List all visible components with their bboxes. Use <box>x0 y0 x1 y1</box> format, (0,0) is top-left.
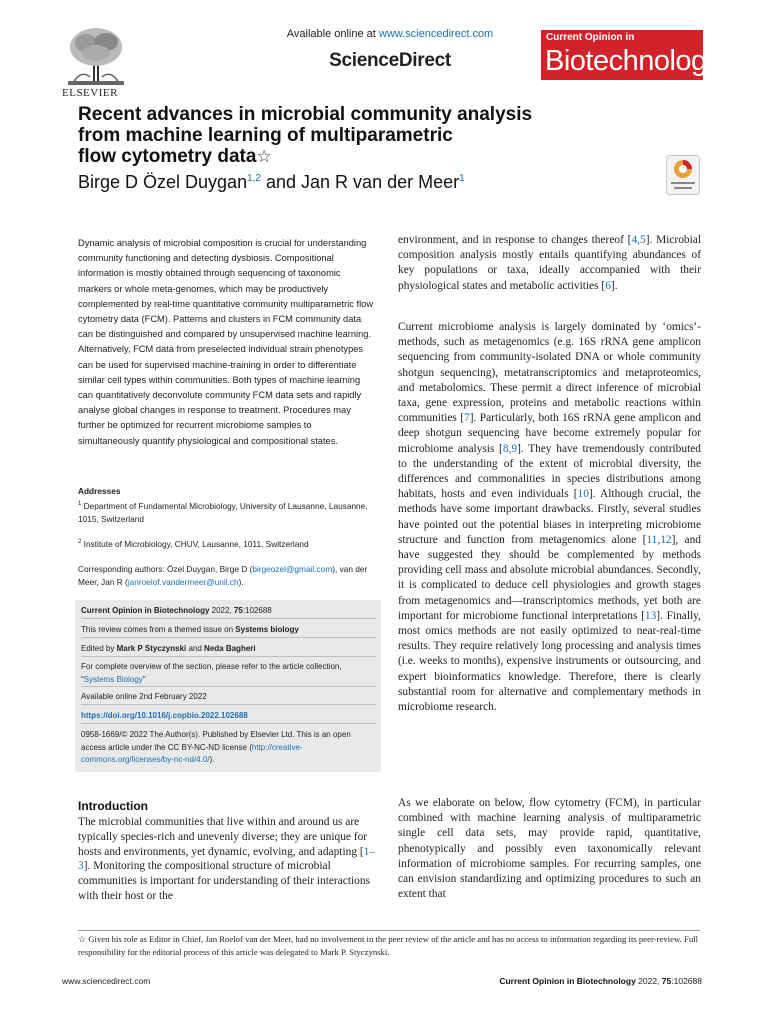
footnote-text: Given his role as Editor in Chief, Jan Roelof van der Meer, had no involvement in the peer review of the article and has no access to information regarding its peer-review. Full responsibility for the editorial process of this article was delegated to Mark P. Styczynski. <box>78 934 698 957</box>
p2-text-b: ]. Particularly, both 16S rRNA gene amplicon and deep shotgun sequencing have become extremely popular for microbiome analysis [ <box>398 412 701 455</box>
themed-prefix: This review comes from a themed issue on <box>81 625 236 634</box>
collection-overview <box>81 661 376 687</box>
introduction-heading: Introduction <box>78 799 148 813</box>
ref-link[interactable]: 1–3 <box>78 845 376 873</box>
overview-suffix: ” <box>142 674 146 684</box>
article-title <box>78 104 578 167</box>
doi-row <box>81 710 376 724</box>
affiliation-2 <box>78 536 375 551</box>
elsevier-tree-logo <box>64 25 128 95</box>
journal-name: Current Opinion in Biotechnology <box>81 606 210 615</box>
body-paragraph-1 <box>398 233 701 294</box>
p2-text-e: ], and have suggested they should be complemented by methods providing cell mass and absolute microbial abundances. Secondly, it is complicated to deduce cell physiologies and growth stages from metagenomics and—transcriptomics methods, yet both are important for microbiome functional interpretations [ <box>398 533 701 622</box>
corresponding-prefix: Corresponding authors: Özel Duygan, Birge D ( <box>78 563 253 574</box>
affiliation-1 <box>78 498 375 526</box>
body-paragraph-2 <box>398 320 701 715</box>
ref-link[interactable]: 10 <box>577 488 589 501</box>
ref-link[interactable]: 6 <box>605 279 611 292</box>
themed-topic: Systems biology <box>235 625 299 634</box>
p1-text-b: ]. Microbial composition analysis mostly entails quantifying abundances of key populations or taxa, ideally accompanied with their physiological states and metabolic activities [ <box>398 234 701 292</box>
themed-issue <box>81 624 376 638</box>
corresponding-mid: ), van der Meer, Jan R ( <box>78 563 368 587</box>
abstract-text: Dynamic analysis of microbial composition is crucial for understanding community functioning and detecting dysbiosis. Compositional information is mostly obtained through sequencing of taxonomic markers or whole meta-genomes, which may be productively complemented by real-time quantitative community multiparametric flow cytometry data (FCM). Patterns and clusters in FCM community data can be distinguished and compared by unsupervised machine learning. Alternatively, FCM data from preselected individual strain phenotypes can be used for supervised machine-training in order to differentiate similar cell types within communities. Both types of machine learning can quantitatively deconvolute community FCM data sets and rapidly analyse global changes in response to treatment. Procedures may further be optimized for recurrent microbiome samples to simultaneously quantify physiological and compositional states. <box>78 238 374 446</box>
affiliation-2-number: 2 <box>78 538 82 545</box>
p2-text-a: Current microbiome analysis is largely dominated by ‘omics’-methods, such as metagenomics (e.g. 16S rRNA gene amplicon sequencing from community-isolated DNA or whole community shotgun sequencing), metatranscriptomics and metaproteomics, and metabolomics. These permit a direct inference of microbial taxa, gene expression, proteins and metabolic reactions within communities [ <box>398 321 701 425</box>
journal-volume: 75 <box>233 606 243 615</box>
introduction-paragraph <box>78 815 378 904</box>
author-2-name: Jan R van der Meer <box>301 172 460 192</box>
footer-site[interactable]: www.sciencedirect.com <box>62 976 151 986</box>
p2-text-d: ]. Although crucial, the methods have some important drawbacks. Firstly, several studies have pointed out the potential biases in interpreting microbiome structure and function from metagenomics alone [ <box>398 488 701 546</box>
p2-text-c: ]. They have tremendously contributed to the understanding of the extent of microbial diversity, the differences and commonalities in species distributions among habitats, hosts and even individuals [ <box>398 442 701 501</box>
title-line-1: Recent advances in microbial community analysis <box>78 104 533 125</box>
footer-year: 2022, <box>635 976 662 986</box>
affiliation-2-text: Institute of Microbiology, CHUV, Lausanne, 1011, Switzerland <box>81 538 309 549</box>
editor-footnote <box>78 933 701 959</box>
email-link-1[interactable]: birgeozel@gmail.com <box>252 563 333 574</box>
email-link-2[interactable]: janroelof.vandermeer@unil.ch <box>127 576 239 587</box>
journal-logo <box>541 30 721 80</box>
systems-biology-link[interactable]: Systems Biology <box>83 674 143 684</box>
copyright-text: 0958-1669/© 2022 The Author(s). Published by Elsevier Ltd. This is an open access article under the CC BY-NC-ND license ( <box>81 730 351 752</box>
author-list <box>78 172 465 193</box>
affiliation-1-text: Department of Fundamental Microbiology, University of Lausanne, Lausanne, 1015, Switzerland <box>78 500 368 524</box>
addresses-heading: Addresses <box>78 486 121 496</box>
p1-text-c: ]. <box>610 279 618 292</box>
edited-by <box>81 643 376 657</box>
author-conjunction: and <box>260 172 302 192</box>
intro-text-b: ]. Monitoring the compositional structure of microbial communities is important for understanding of their interactions with their host or the <box>78 860 370 902</box>
intro-text-a: The microbial communities that live within and around us are typically species-rich and unevenly diverse; they are unique for hosts and environments, yet dynamic, evolving, and adapting [ <box>78 816 368 858</box>
p1-text-a: environment, and in response to changes thereof [ <box>398 234 632 246</box>
editor-2: Neda Bagheri <box>204 644 256 653</box>
journal-article-number: :102688 <box>242 606 272 615</box>
corresponding-suffix: ). <box>238 576 244 587</box>
copyright-end: ). <box>209 755 215 764</box>
journal-logo-large-text: Biotechnology <box>545 45 721 77</box>
check-for-updates-icon[interactable] <box>666 155 700 195</box>
affiliation-1-number: 1 <box>78 501 82 507</box>
addresses-section <box>78 485 375 589</box>
ref-link[interactable]: 4,5 <box>631 234 646 246</box>
copyright-notice <box>81 729 376 767</box>
overview-prefix: For complete overview of the section, please refer to the article collection, “ <box>81 662 342 684</box>
body-paragraph-3: As we elaborate on below, flow cytometry (FCM), in particular combined with machine learning analysis of multiparametric single cell data sets, may provide rapid, quantitative, phenotypically and possibly even taxonomically relevant information of microbiome samples. For recurring samples, one can envision standardizing and optimizing procedures to such an extent that <box>398 797 701 901</box>
ref-link[interactable]: 11,12 <box>646 533 672 546</box>
footer-citation <box>420 976 702 986</box>
corresponding-authors <box>78 563 375 589</box>
available-online-line <box>200 28 580 40</box>
ref-link[interactable]: 8,9 <box>502 442 518 455</box>
edited-and: and <box>186 644 205 653</box>
journal-year: 2022, <box>209 606 234 615</box>
ref-link[interactable]: 13 <box>644 609 657 622</box>
footer-article: :102688 <box>671 976 702 986</box>
footnote-divider <box>78 930 700 931</box>
available-prefix: Available online at <box>286 28 379 40</box>
footer-journal: Current Opinion in Biotechnology <box>499 976 636 986</box>
author-1-affiliation[interactable]: 1,2 <box>247 173 261 184</box>
license-link[interactable]: http://creative-commons.org/licenses/by-nc-nd/4.0/ <box>81 742 303 764</box>
sciencedirect-link[interactable]: www.sciencedirect.com <box>378 28 494 40</box>
edited-prefix: Edited by <box>81 644 117 653</box>
p2-text-f: ]. Finally, most omics methods are not easily optimized to near-real-time results. They require relatively long processing and analysis times (i.e. weeks to months), expensive instruments or outsourcing, and expert bioinformatics knowledge. Therefore, there is clearly substantial room for alternative and complementary methods in microbiome research. <box>398 609 701 714</box>
available-online-date: Available online 2nd February 2022 <box>81 691 376 705</box>
editor-1: Mark P Styczynski <box>116 644 187 653</box>
doi-link[interactable]: https://doi.org/10.1016/j.copbio.2022.102688 <box>81 711 248 720</box>
footer-volume: 75 <box>661 976 672 986</box>
platform-name: ScienceDirect <box>329 50 451 71</box>
title-footnote-star-icon[interactable]: ☆ <box>256 147 272 166</box>
title-line-2: from machine learning of multiparametric <box>78 125 453 146</box>
footnote-star-icon: ☆ <box>78 934 87 944</box>
publisher-name: ELSEVIER <box>62 87 118 99</box>
journal-logo-small-text: Current Opinion in <box>546 32 635 43</box>
author-2-affiliation[interactable]: 1 <box>459 173 465 184</box>
journal-citation <box>81 605 376 619</box>
author-1-name: Birge D Özel Duygan <box>78 172 248 192</box>
title-line-3: flow cytometry data <box>78 146 257 167</box>
ref-link[interactable]: 7 <box>464 412 470 425</box>
article-info-box <box>75 600 381 772</box>
